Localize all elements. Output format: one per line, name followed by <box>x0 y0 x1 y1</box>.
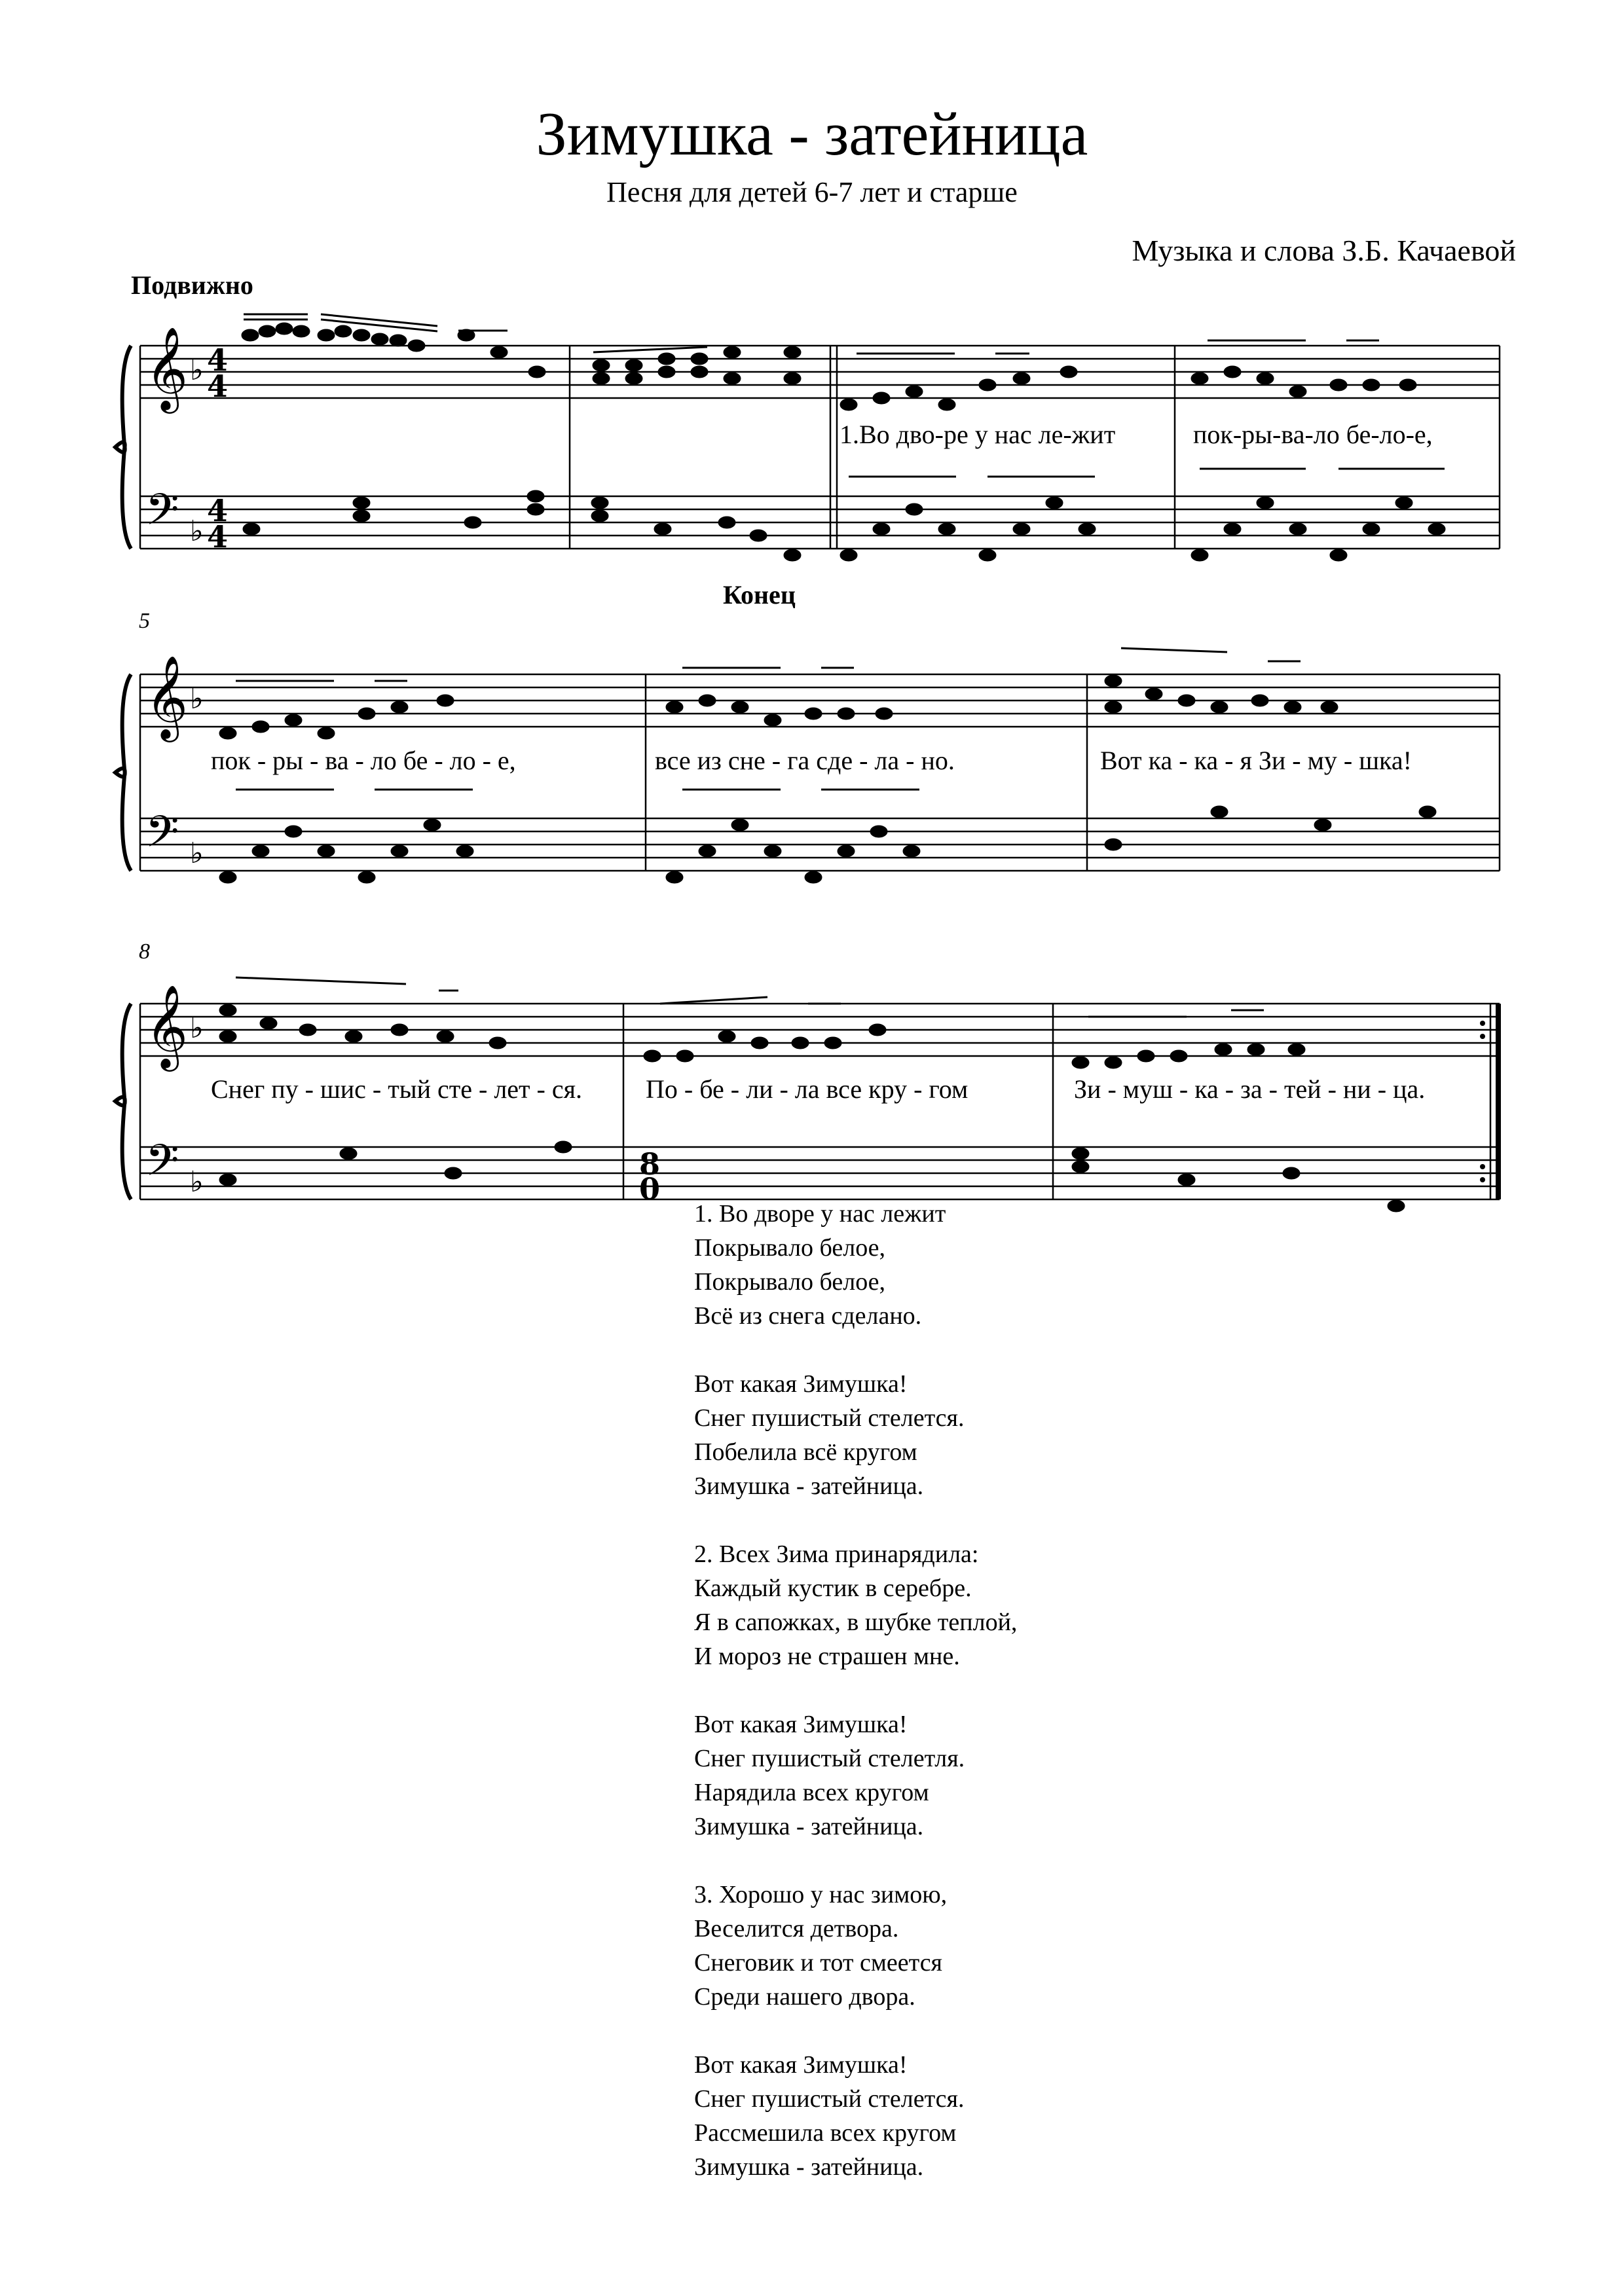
lyric-line: все из сне - га сде - ла - но. <box>655 746 955 775</box>
note-group <box>1192 340 1416 397</box>
verse-line: Вот какая Зимушка! <box>694 2051 908 2079</box>
verse-line: Веселится детвора. <box>694 1915 899 1942</box>
verse-line: 2. Всех Зима принарядила: <box>694 1540 979 1568</box>
verse-line: Зимушка - затейница. <box>694 1813 924 1840</box>
verse-line: Зимушка - затейница. <box>694 1472 924 1500</box>
verse-line: Покрывало белое, <box>694 1234 886 1262</box>
treble-clef-icon: 𝄞 <box>145 326 189 410</box>
lyric-line: Вот ка - ка - я Зи - му - шка! <box>1100 746 1412 775</box>
flat-icon: ♭ <box>190 515 204 548</box>
lyric-line: Снег пу - шис - тый сте - лет - ся. <box>211 1074 582 1104</box>
verse-line: И мороз не страшен мне. <box>694 1643 960 1670</box>
note-group <box>220 790 1435 883</box>
tempo-marking: Подвижно <box>131 270 253 300</box>
lyric-line: По - бе - ли - ла все кру - гом <box>646 1074 969 1104</box>
flat-icon: ♭ <box>190 1011 204 1045</box>
treble-staff-2 <box>140 674 1500 727</box>
song-subtitle: Песня для детей 6-7 лет и старше <box>606 176 1018 208</box>
measure-number-5: 5 <box>139 609 150 633</box>
song-title: Зимушка - затейница <box>536 100 1088 168</box>
verse-line: Я в сапожках, в шубке теплой, <box>694 1609 1018 1636</box>
notes <box>220 314 1445 1211</box>
treble-clef-icon: 𝄞 <box>145 655 189 738</box>
time-sig-bottom: 0 <box>639 1171 661 1207</box>
verse-line: Среди нашего двора. <box>694 1983 915 2011</box>
verses-block <box>694 1197 1017 2218</box>
note-group <box>244 469 1445 560</box>
time-sig-top: 8 <box>639 1146 661 1182</box>
verse-line: Снеговик и тот смеется <box>694 1949 943 1977</box>
verse-line: Вот какая Зимушка! <box>694 1711 908 1738</box>
lyric-line: пок - ры - ва - ло бе - ло - е, <box>211 746 516 775</box>
time-sig-bottom: 4 <box>207 519 229 555</box>
time-sig-top: 4 <box>207 342 229 378</box>
note-group <box>220 977 1304 1068</box>
time-sig-top: 4 <box>207 493 229 528</box>
verse-stanza <box>694 1367 1017 1503</box>
fine-marking: Конец <box>723 580 796 610</box>
flat-icon: ♭ <box>190 1165 204 1199</box>
flat-icon: ♭ <box>190 682 204 716</box>
flat-icon: ♭ <box>190 354 204 387</box>
verse-stanza <box>694 1197 1017 1333</box>
verse-line: Снег пушистый стелется. <box>694 1404 965 1432</box>
lyric-line: пок-ры-ва-ло бе-ло-е, <box>1193 420 1433 449</box>
verse-line: Всё из снега сделано. <box>694 1302 922 1330</box>
verse-line: 3. Хорошо у нас зимою, <box>694 1881 948 1908</box>
note-group <box>220 648 1337 738</box>
verse-line: Каждый кустик в серебре. <box>694 1575 972 1602</box>
bass-staff-2 <box>140 818 1500 871</box>
lyric-line: Зи - муш - ка - за - тей - ни - ца. <box>1074 1074 1426 1104</box>
bass-clef-icon: 𝄢 <box>145 484 179 545</box>
verse-line: Побелила всё кругом <box>694 1438 917 1466</box>
verse-stanza <box>694 1707 1017 1844</box>
verse-line: 1. Во дворе у нас лежит <box>694 1200 946 1228</box>
verse-stanza <box>694 2048 1017 2184</box>
bass-clef-icon: 𝄢 <box>145 807 179 867</box>
verse-line: Нарядила всех кругом <box>694 1779 929 1806</box>
verse-line: Вот какая Зимушка! <box>694 1370 908 1398</box>
verse-stanza <box>694 1878 1017 2014</box>
treble-clef-icon: 𝄞 <box>145 984 189 1068</box>
verse-line: Покрывало белое, <box>694 1268 886 1296</box>
flat-icon: ♭ <box>190 837 204 870</box>
bass-clef-icon: 𝄢 <box>145 1135 179 1196</box>
verse-line: Снег пушистый стелетля. <box>694 1745 965 1772</box>
bass-staff-1 <box>140 496 1500 549</box>
verse-line: Рассмешила всех кругом <box>694 2119 957 2147</box>
note-group <box>841 354 1077 410</box>
verse-line: Снег пушистый стелется. <box>694 2085 965 2113</box>
verse-line: Зимушка - затейница. <box>694 2153 924 2181</box>
note-group <box>593 347 800 384</box>
lyric-line: 1.Во дво-ре у нас ле-жит <box>840 420 1116 449</box>
verse-stanza <box>694 1537 1017 1673</box>
composer-credit: Музыка и слова З.Б. Качаевой <box>1132 234 1516 267</box>
time-sig-bottom: 4 <box>207 369 229 404</box>
measure-number-8: 8 <box>139 939 150 964</box>
